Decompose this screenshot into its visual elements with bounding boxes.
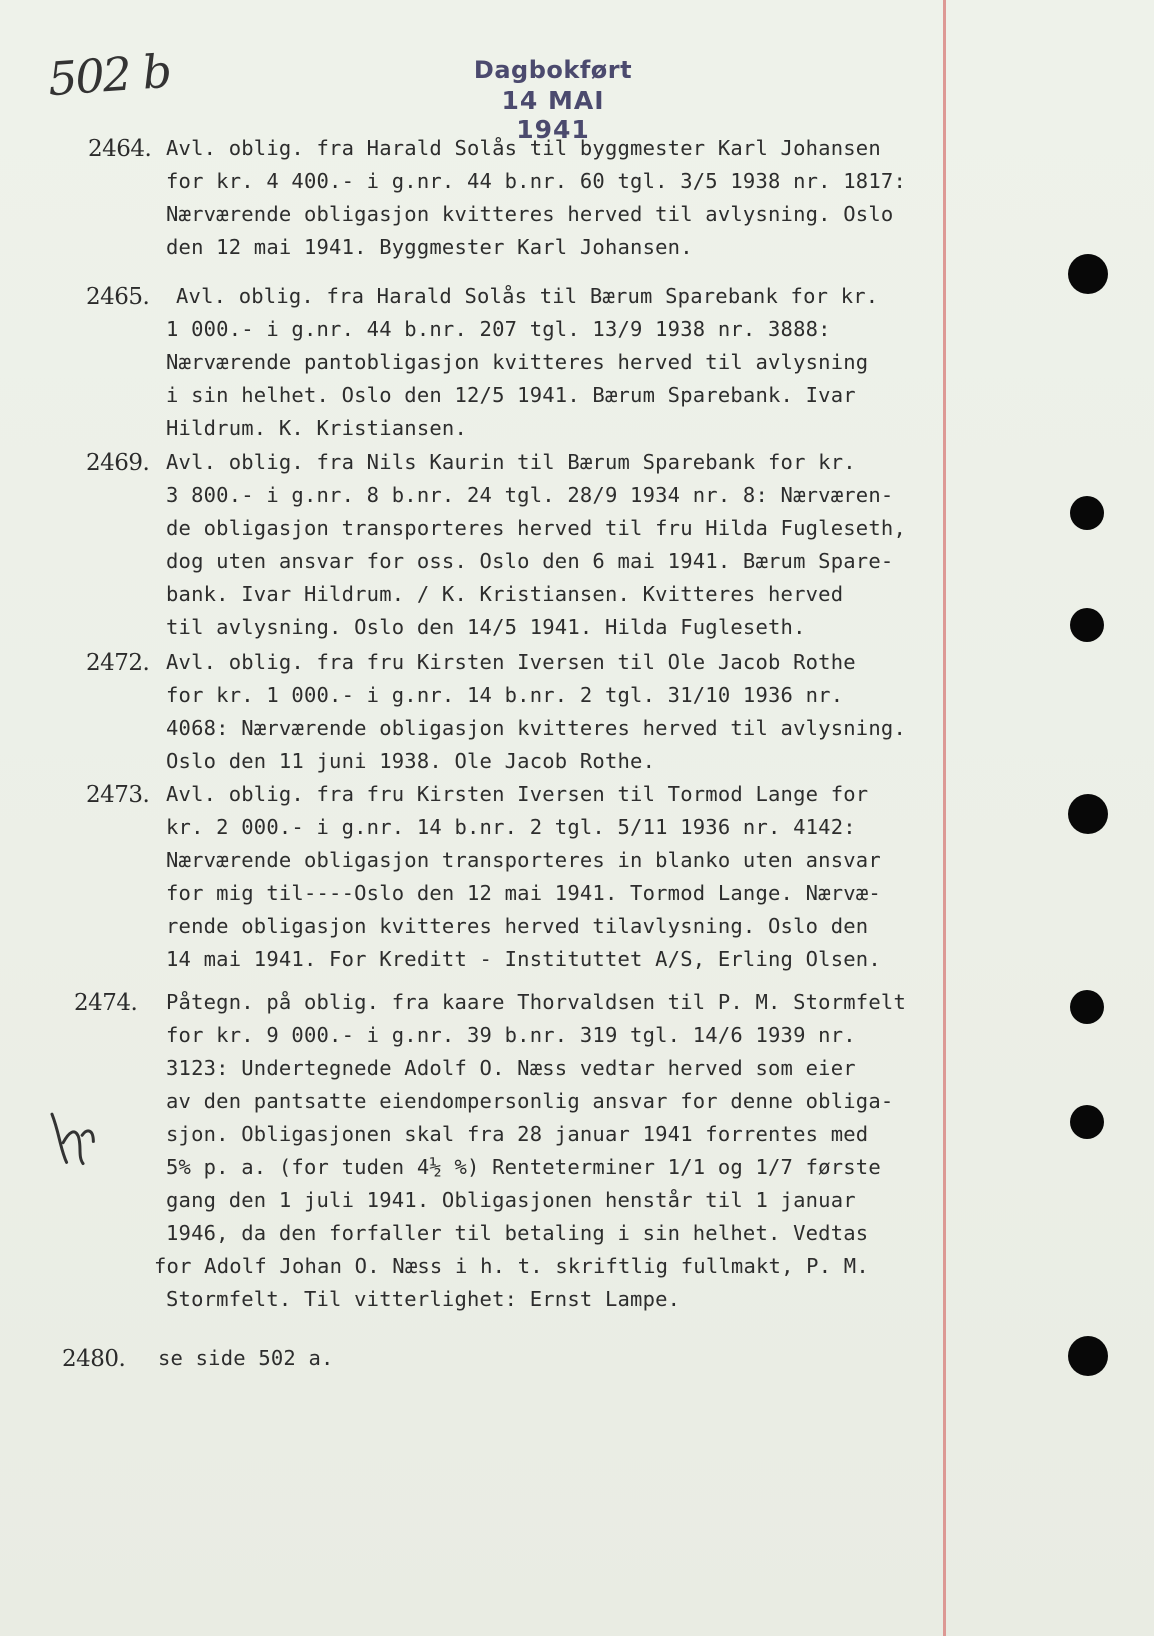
stamp-date: 14 MAI 1941 xyxy=(501,86,605,144)
entry-line: 1946, da den forfaller til betaling i sin helhet. Vedtas xyxy=(166,1221,869,1245)
entry-line: 14 mai 1941. For Kreditt - Instituttet A/S, Erling Olsen. xyxy=(166,947,881,971)
entry-line: Nærværende obligasjon kvitteres herved til avlysning. Oslo xyxy=(166,202,894,226)
entry-line: 3123: Undertegnede Adolf O. Næss vedtar herved som eier xyxy=(166,1056,856,1080)
entry-line: Nærværende obligasjon transporteres in blanko uten ansvar xyxy=(166,848,881,872)
punch-hole xyxy=(1070,990,1104,1024)
punch-hole xyxy=(1070,1105,1104,1139)
entry-line: Stormfelt. Til vitterlighet: Ernst Lampe. xyxy=(166,1287,681,1311)
entry-line: kr. 2 000.- i g.nr. 14 b.nr. 2 tgl. 5/11 1936 nr. 4142: xyxy=(166,815,856,839)
entry-line: dog uten ansvar for oss. Oslo den 6 mai 1941. Bærum Spare- xyxy=(166,549,894,573)
entry-number: 2472. xyxy=(86,650,150,676)
entry-line: Avl. oblig. fra fru Kirsten Iversen til Tormod Lange for xyxy=(166,782,869,806)
entry-line: for mig til----Oslo den 12 mai 1941. Tormod Lange. Nærvæ- xyxy=(166,881,881,905)
entry-line: den 12 mai 1941. Byggmester Karl Johansen. xyxy=(166,235,693,259)
entry-line: i sin helhet. Oslo den 12/5 1941. Bærum Sparebank. Ivar xyxy=(166,383,856,407)
punch-hole xyxy=(1068,254,1108,294)
entry-line: Avl. oblig. fra Harald Solås til Bærum Sparebank for kr. xyxy=(176,284,879,308)
entry-line: av den pantsatte eiendompersonlig ansvar for denne obliga- xyxy=(166,1089,894,1113)
entry-line: 1 000.- i g.nr. 44 b.nr. 207 tgl. 13/9 1938 nr. 3888: xyxy=(166,317,831,341)
punch-hole xyxy=(1068,794,1108,834)
entry-line: Avl. oblig. fra Nils Kaurin til Bærum Sparebank for kr. xyxy=(166,450,856,474)
entry-line: 3 800.- i g.nr. 8 b.nr. 24 tgl. 28/9 1934 nr. 8: Nærværen- xyxy=(166,483,894,507)
dagbok-stamp xyxy=(468,56,638,144)
punch-hole xyxy=(1070,608,1104,642)
entry-line: for kr. 1 000.- i g.nr. 14 b.nr. 2 tgl. 31/10 1936 nr. xyxy=(166,683,844,707)
entry-line: rende obligasjon kvitteres herved tilavlysning. Oslo den xyxy=(166,914,869,938)
handwritten-initials xyxy=(42,1095,113,1174)
entry-line: sjon. Obligasjonen skal fra 28 januar 1941 forrentes med xyxy=(166,1122,869,1146)
entry-line: 4068: Nærværende obligasjon kvitteres herved til avlysning. xyxy=(166,716,906,740)
entry-line: til avlysning. Oslo den 14/5 1941. Hilda Fugleseth. xyxy=(166,615,806,639)
entry-line: for Adolf Johan O. Næss i h. t. skriftlig fullmakt, P. M. xyxy=(154,1254,869,1278)
entry-line: bank. Ivar Hildrum. / K. Kristiansen. Kvitteres herved xyxy=(166,582,844,606)
entry-line: gang den 1 juli 1941. Obligasjonen henstår til 1 januar xyxy=(166,1188,856,1212)
entry-number: 2469. xyxy=(86,450,150,476)
stamp-label: Dagbokført xyxy=(473,56,633,84)
entry-line: for kr. 9 000.- i g.nr. 39 b.nr. 319 tgl. 14/6 1939 nr. xyxy=(166,1023,856,1047)
entry-number: 2480. xyxy=(62,1346,126,1372)
entry-line: Oslo den 11 juni 1938. Ole Jacob Rothe. xyxy=(166,749,656,773)
entry-number: 2473. xyxy=(86,782,150,808)
page-number: 502 b xyxy=(46,43,172,107)
entry-number: 2474. xyxy=(74,990,138,1016)
entry-line: Avl. oblig. fra fru Kirsten Iversen til Ole Jacob Rothe xyxy=(166,650,856,674)
entry-line: Avl. oblig. fra Harald Solås til byggmester Karl Johansen xyxy=(166,136,881,160)
margin-line xyxy=(943,0,946,1636)
entry-line: for kr. 4 400.- i g.nr. 44 b.nr. 60 tgl. 3/5 1938 nr. 1817: xyxy=(166,169,906,193)
entry-line: se side 502 a. xyxy=(158,1346,334,1370)
punch-hole xyxy=(1070,496,1104,530)
punch-hole xyxy=(1068,1336,1108,1376)
entry-line: Påtegn. på oblig. fra kaare Thorvaldsen til P. M. Stormfelt xyxy=(166,990,906,1014)
entry-number: 2465. xyxy=(86,284,150,310)
entry-line: Hildrum. K. Kristiansen. xyxy=(166,416,468,440)
entry-line: 5% p. a. (for tuden 4½ %) Renteterminer 1/1 og 1/7 første xyxy=(166,1155,881,1179)
entry-number: 2464. xyxy=(88,136,152,162)
entry-line: Nærværende pantobligasjon kvitteres herved til avlysning xyxy=(166,350,869,374)
entry-line: de obligasjon transporteres herved til fru Hilda Fugleseth, xyxy=(166,516,906,540)
